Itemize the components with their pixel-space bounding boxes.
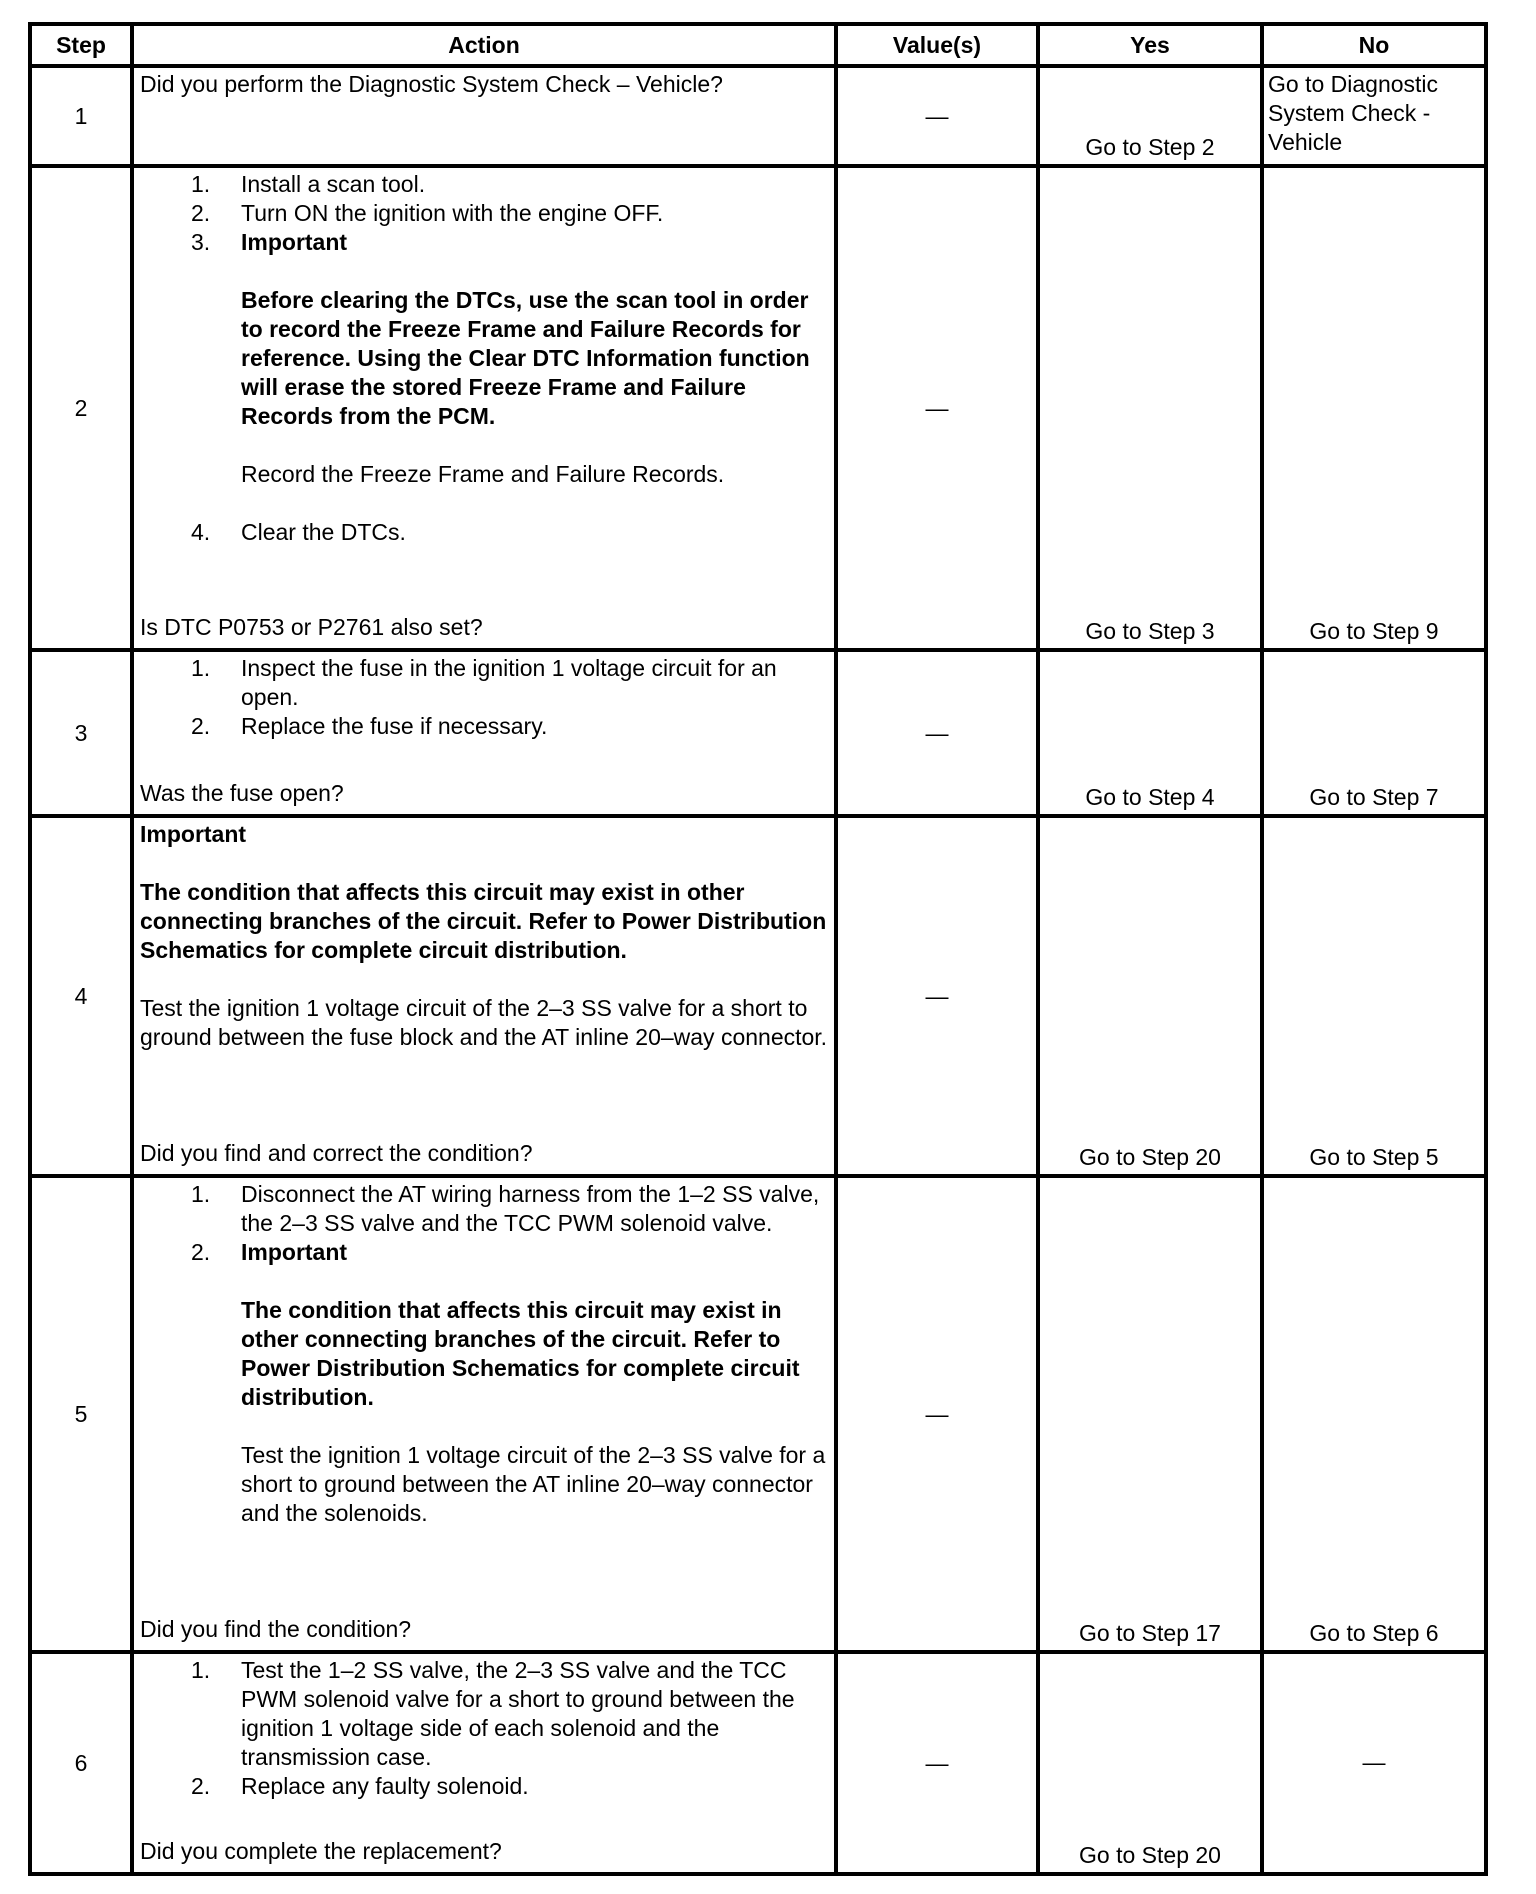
no-link[interactable]: Go to Step 6: [1262, 1176, 1486, 1652]
step-number: 3: [30, 650, 132, 816]
yes-link[interactable]: Go to Step 3: [1038, 166, 1262, 650]
step-number: 1: [30, 66, 132, 166]
action-cell: [132, 1652, 836, 1874]
important-heading: Important: [241, 229, 348, 255]
list-item: 1. Disconnect the AT wiring harness from the 1–2 SS valve, the 2–3 SS valve and the TCC PWM solenoid valve.: [191, 1181, 820, 1236]
table-row: [30, 66, 1486, 166]
action-steps: [140, 654, 828, 741]
diagnostic-table: [28, 22, 1488, 1876]
list-item: 4. Clear the DTCs.: [191, 519, 406, 545]
action-question: Was the fuse open?: [140, 780, 344, 806]
list-item: 2. Turn ON the ignition with the engine OFF.: [191, 200, 664, 226]
value-cell: —: [836, 1176, 1038, 1652]
action-steps: [140, 1180, 828, 1528]
no-link[interactable]: Go to Step 7: [1262, 650, 1486, 816]
table-row: [30, 166, 1486, 650]
list-item: 2. Replace any faulty solenoid.: [191, 1773, 529, 1799]
important-note: Before clearing the DTCs, use the scan tool in order to record the Freeze Frame and Failure Records for reference. Using the Clear DTC Information function will erase the stored Freeze Frame and Failure Records from the PCM.: [241, 287, 810, 429]
action-question: Did you find the condition?: [140, 1616, 412, 1642]
action-cell: [132, 166, 836, 650]
action-steps: [140, 170, 828, 547]
no-value: —: [1262, 1652, 1486, 1874]
table-row: [30, 650, 1486, 816]
header-step: Step: [30, 24, 132, 66]
yes-link[interactable]: Go to Step 4: [1038, 650, 1262, 816]
action-steps: [140, 1656, 828, 1801]
action-question: Did you perform the Diagnostic System Check – Vehicle?: [140, 71, 723, 97]
list-item: 2. Replace the fuse if necessary.: [191, 713, 548, 739]
action-question: Did you complete the replacement?: [140, 1838, 502, 1864]
header-yes: Yes: [1038, 24, 1262, 66]
instruction-text: Test the ignition 1 voltage circuit of the 2–3 SS valve for a short to ground between the AT inline 20–way connector and the solenoids.: [241, 1442, 826, 1526]
yes-link[interactable]: Go to Step 2: [1038, 66, 1262, 166]
list-item: 2. Important The condition that affects this circuit may exist in other connecting branches of the circuit. Refer to Power Distribution Schematics for complete circuit distribution. Test the ignition 1 voltage circuit of the 2–3 SS valve for a short to ground between the AT inline 20–way connector and the solenoids.: [140, 1238, 828, 1528]
step-number: 5: [30, 1176, 132, 1652]
yes-link[interactable]: Go to Step 20: [1038, 816, 1262, 1176]
no-link[interactable]: Go to Step 5: [1262, 816, 1486, 1176]
important-heading: Important: [241, 1239, 348, 1265]
instruction-text: Test the ignition 1 voltage circuit of the 2–3 SS valve for a short to ground between the fuse block and the AT inline 20–way connector.: [140, 995, 828, 1050]
important-heading: Important: [140, 821, 247, 847]
action-cell: [132, 816, 836, 1176]
header-row: [30, 24, 1486, 66]
important-note: The condition that affects this circuit may exist in other connecting branches of the circuit. Refer to Power Distribution Schematics for complete circuit distribution.: [241, 1297, 800, 1410]
instruction-text: Record the Freeze Frame and Failure Records.: [241, 461, 725, 487]
value-cell: —: [836, 66, 1038, 166]
header-values: Value(s): [836, 24, 1038, 66]
yes-link[interactable]: Go to Step 20: [1038, 1652, 1262, 1874]
action-cell: [132, 66, 836, 166]
value-cell: —: [836, 1652, 1038, 1874]
no-link[interactable]: Go to Step 9: [1262, 166, 1486, 650]
list-item: 3. Important Before clearing the DTCs, use the scan tool in order to record the Freeze Frame and Failure Records for reference. Using the Clear DTC Information function will erase the stored Freeze Frame and Failure Records from the PCM. Record the Freeze Frame and Failure Records.: [140, 228, 828, 518]
list-item: 1. Test the 1–2 SS valve, the 2–3 SS valve and the TCC PWM solenoid valve for a short to ground between the ignition 1 voltage side of each solenoid and the transmission case.: [191, 1657, 795, 1770]
action-cell: [132, 650, 836, 816]
list-item: 1. Inspect the fuse in the ignition 1 voltage circuit for an open.: [191, 655, 777, 710]
step-number: 4: [30, 816, 132, 1176]
important-note: The condition that affects this circuit may exist in other connecting branches of the circuit. Refer to Power Distribution Schematics for complete circuit distribution.: [140, 879, 827, 963]
table-row: [30, 1652, 1486, 1874]
action-question: Is DTC P0753 or P2761 also set?: [140, 614, 483, 640]
value-cell: —: [836, 650, 1038, 816]
header-no: No: [1262, 24, 1486, 66]
step-number: 6: [30, 1652, 132, 1874]
no-link[interactable]: Go to Diagnostic System Check - Vehicle: [1262, 66, 1486, 166]
header-action: Action: [132, 24, 836, 66]
value-cell: —: [836, 816, 1038, 1176]
action-cell: [132, 1176, 836, 1652]
table-row: [30, 1176, 1486, 1652]
step-number: 2: [30, 166, 132, 650]
yes-link[interactable]: Go to Step 17: [1038, 1176, 1262, 1652]
table-row: [30, 816, 1486, 1176]
list-item: 1. Install a scan tool.: [191, 171, 426, 197]
value-cell: —: [836, 166, 1038, 650]
action-question: Did you find and correct the condition?: [140, 1140, 533, 1166]
